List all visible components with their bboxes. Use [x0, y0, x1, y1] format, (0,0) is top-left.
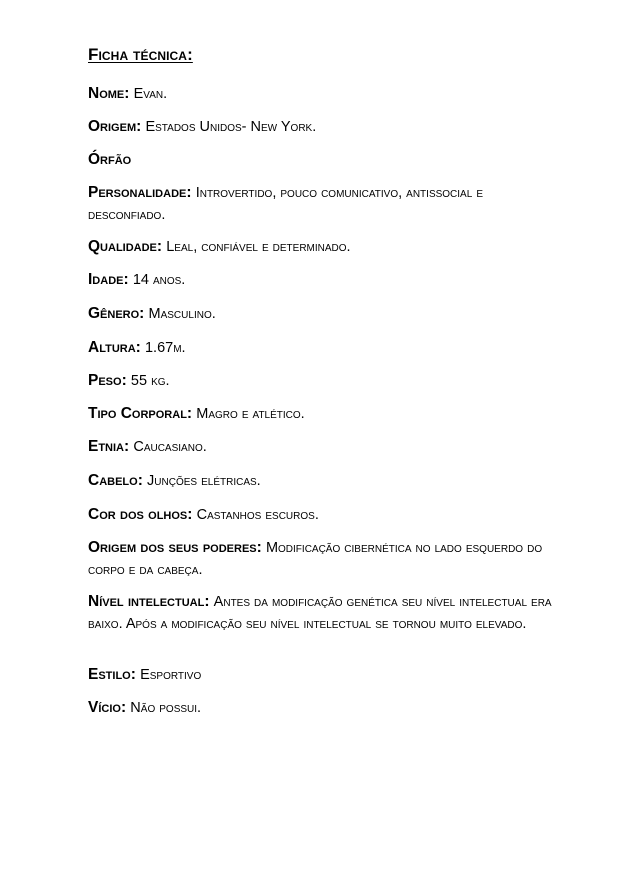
entry-label: Qualidade: [88, 238, 163, 255]
entry-vicio [88, 697, 558, 719]
entry-value: Caucasiano. [133, 439, 207, 455]
entry-value: 1.67m. [144, 340, 186, 356]
entry-label: Etnia: [88, 438, 130, 455]
entry-value: Introvertido, pouco comunicativo, antissocial e desconfiado. [88, 185, 483, 223]
entry-value: Modificação cibernética no lado esquerdo do corpo e da cabeça. [88, 540, 543, 578]
entry-value: 55 kg. [130, 373, 170, 389]
entry-value: Castanhos escuros. [196, 507, 319, 523]
entry-label: Nível intelectual: [88, 593, 210, 610]
entry-label: Altura: [88, 339, 141, 356]
entry-orfao [88, 149, 558, 170]
entry-altura [88, 337, 558, 359]
entry-label: Peso: [88, 372, 127, 389]
entry-value: Magro e atlético. [196, 406, 305, 422]
entry-estilo [88, 664, 558, 686]
entry-etnia [88, 436, 558, 458]
entry-value: 14 anos. [132, 272, 186, 288]
entry-tipo-corporal [88, 403, 558, 425]
entry-label: Gênero: [88, 305, 145, 322]
entry-value: Não possui. [130, 700, 202, 716]
entry-label: Estilo: [88, 666, 136, 683]
entry-label: Tipo Corporal: [88, 405, 193, 422]
entry-label: Órfão [88, 151, 132, 168]
entry-origem [88, 116, 558, 138]
entry-idade [88, 269, 558, 291]
entry-origem-poderes [88, 537, 558, 581]
entry-label: Idade: [88, 271, 129, 288]
entry-label: Cabelo: [88, 472, 143, 489]
entry-value: Esportivo [140, 667, 202, 683]
entry-nivel-intelectual [88, 591, 558, 635]
entry-value: Estados Unidos- New York. [145, 119, 317, 135]
entry-label: Personalidade: [88, 184, 192, 201]
entry-label: Origem: [88, 118, 142, 135]
entry-label: Cor dos olhos: [88, 506, 193, 523]
entry-cor-dos-olhos [88, 504, 558, 526]
entry-value: Junções elétricas. [147, 473, 261, 489]
entry-qualidade [88, 236, 558, 258]
entry-value: Masculino. [148, 306, 216, 322]
entry-label: Nome: [88, 85, 130, 102]
entry-personalidade [88, 182, 558, 226]
entry-value: Antes da modificação genética seu nível intelectual era baixo. Após a modificação seu nível intelectual se tornou muito elevado. [88, 594, 552, 632]
entry-cabelo [88, 470, 558, 492]
entry-nome [88, 83, 558, 105]
entry-value: Evan. [133, 86, 168, 102]
entry-peso [88, 370, 558, 392]
entry-value: Leal, confiável e determinado. [166, 239, 351, 255]
entry-label: Vício: [88, 699, 127, 716]
entry-label: Origem dos seus poderes: [88, 539, 262, 556]
entry-genero [88, 303, 558, 325]
page-title: Ficha técnica: [88, 45, 193, 64]
